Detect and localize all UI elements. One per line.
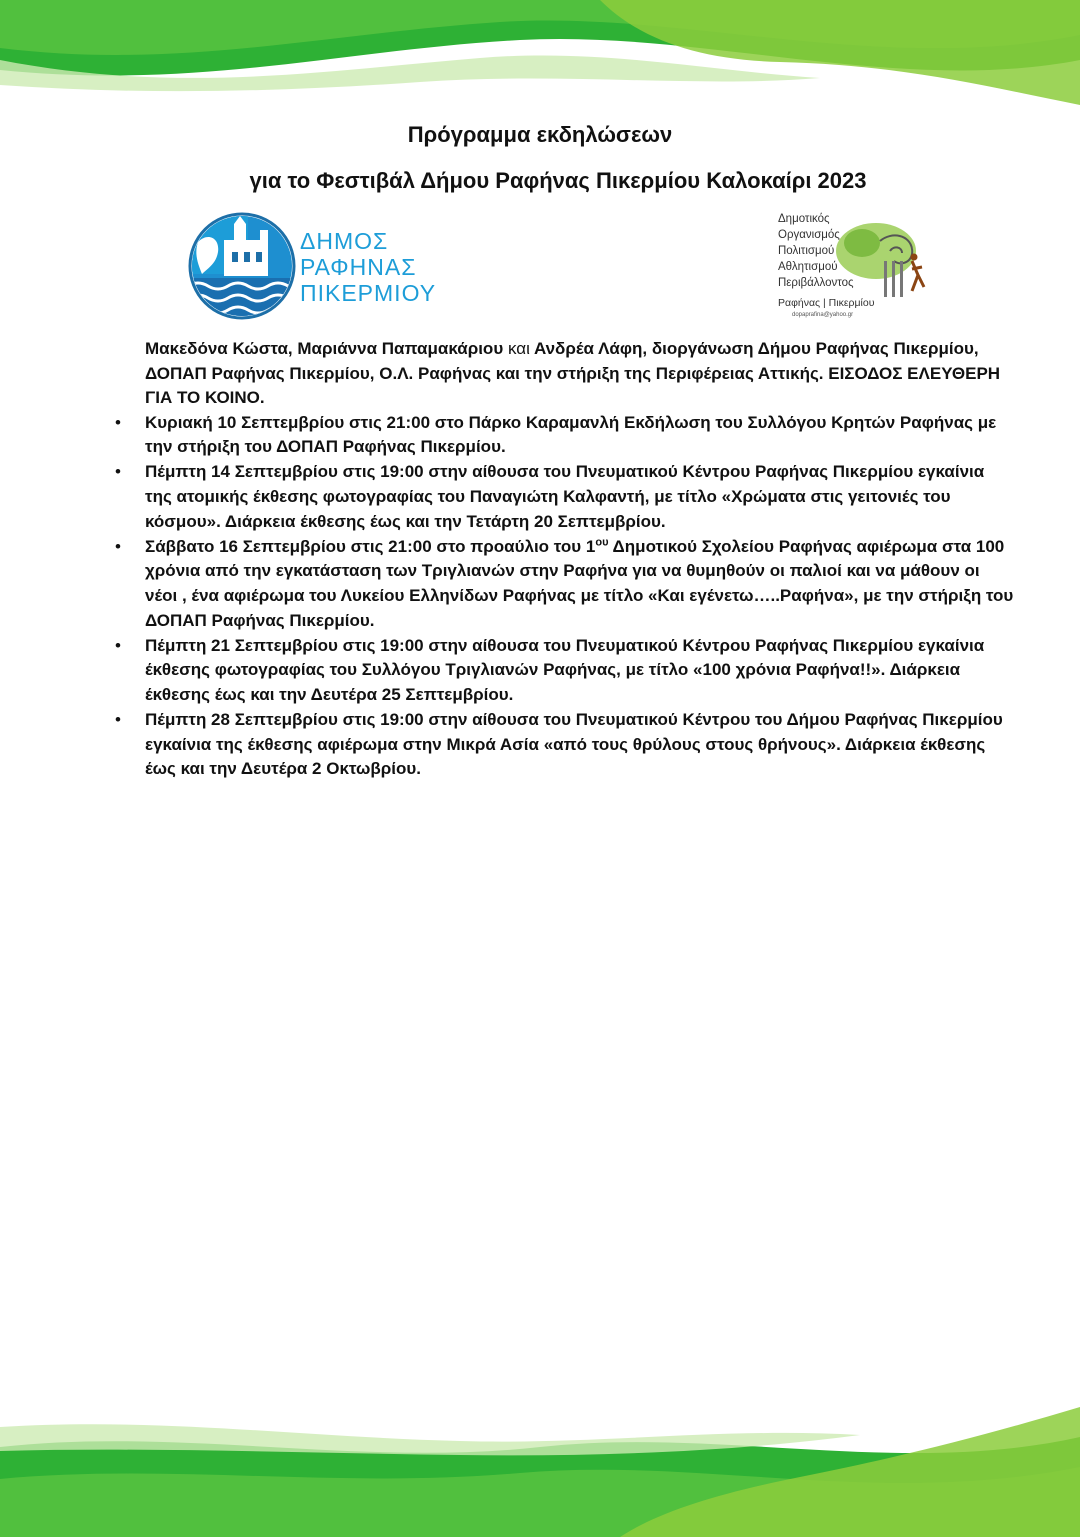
event-item: • Πέμπτη 28 Σεπτεμβρίου στις 19:00 στην αίθουσα του Πνευματικού Κέντρου του Δήμου Ραφήνας Πικερμίου εγκαίνια της έκθεσης αφιέρωμα στην Μικρά Ασία «από τους θρύλους στους θρήνους». Διάρκεια έκθεσης έως και την Δευτέρα 2 Οκτωβρίου.: [145, 708, 1015, 782]
dopap-line-3: Πολιτισμού: [778, 245, 835, 257]
dimos-rafinas-logo: [188, 212, 458, 320]
dopap-line-1: Δημοτικός: [778, 213, 830, 225]
dimos-logo-line-2: ΡΑΦΗΝΑΣ: [300, 254, 417, 280]
dopap-logo-text: [778, 211, 854, 291]
event-item-text-before: Σάββατο 16 Σεπτεμβρίου στις 21:00 στο προαύλιο του 1: [145, 536, 596, 556]
page-title-line-2: για το Φεστιβάλ Δήμου Ραφήνας Πικερμίου Καλοκαίρι 2023: [249, 168, 867, 193]
dopap-line-5: Περιβάλλοντος: [778, 277, 854, 289]
dimos-logo-line-1: ΔΗΜΟΣ: [300, 228, 389, 254]
dopap-logo-footer: Ραφήνας | Πικερμίου: [778, 297, 875, 309]
dimos-emblem-icon: [188, 212, 296, 320]
ordinal-superscript: ου: [595, 536, 609, 549]
dopap-logo: [772, 207, 932, 322]
dopap-logo-email: dopaprafina@yahoo.gr: [792, 312, 854, 318]
event-item: • Πέμπτη 14 Σεπτεμβρίου στις 19:00 στην αίθουσα του Πνευματικού Κέντρου Ραφήνας Πικερμίου εγκαίνια της ατομικής έκθεσης φωτογραφίας του Παναγιώτη Καλφαντή, με τίτλο «Χρώματα στις γειτονιές του κόσμου». Διάρκεια έκθεσης έως και την Τετάρτη 20 Σεπτεμβρίου.: [145, 460, 1015, 534]
dimos-logo-line-3: ΠΙΚΕΡΜΙΟΥ: [300, 280, 437, 306]
event-item: • Πέμπτη 21 Σεπτεμβρίου στις 19:00 στην αίθουσα του Πνευματικού Κέντρου Ραφήνας Πικερμίου εγκαίνια έκθεσης φωτογραφίας του Συλλόγου Τριγλιανών Ραφήνας, με τίτλο «100 χρόνια Ραφήνα!!». Διάρκεια έκθεσης έως και την Δευτέρα 25 Σεπτεμβρίου.: [145, 634, 1015, 708]
event-item: [145, 535, 1015, 633]
top-green-wave: [0, 0, 1080, 110]
event-item: • Κυριακή 10 Σεπτεμβρίου στις 21:00 στο Πάρκο Καραμανλή Εκδήλωση του Συλλόγου Κρητών Ραφήνας με την στήριξη του ΔΟΠΑΠ Ραφήνας Πικερμίου.: [145, 411, 1015, 460]
event-item-text-after: Δημοτικού Σχολείου Ραφήνας αφιέρωμα στα 100 χρόνια από την εγκατάσταση των Τριγλιανών στην Ραφήνα για να θυμηθούν οι παλιοί και να μάθουν οι νέοι , ένα αφιέρωμα του Λυκείου Ελληνίδων Ραφήνας με τίτλο «Και εγένετω…..Ραφήνα», με την στήριξη του ΔΟΠΑΠ Ραφήνας Πικερμίου.: [145, 536, 1014, 630]
dimos-logo-text: [300, 228, 436, 306]
intro-part-c: Ανδρέα Λάφη, διοργάνωση Δήμου Ραφήνας Πικερμίου, ΔΟΠΑΠ Ραφήνας Πικερμίου, Ο.Λ. Ραφήνας και την στήριξη της Περιφέρειας Αττικής. ΕΙΣΟΔΟΣ ΕΛΕΥΘΕΡΗ ΓΙΑ ΤΟ ΚΟΙΝΟ.: [145, 339, 1001, 408]
intro-part-a: Μακεδόνα Κώστα, Μαριάννα Παπαμακάριου: [145, 339, 504, 358]
intro-part-b: και: [507, 339, 530, 358]
events-list: [145, 411, 1015, 782]
intro-paragraph: [145, 337, 1015, 411]
dopap-line-4: Αθλητισμού: [778, 261, 838, 273]
event-program-content: [145, 337, 1015, 782]
dopap-line-2: Οργανισμός: [778, 229, 840, 241]
page-title-line-1: Πρόγραμμα εκδηλώσεων: [407, 122, 673, 147]
bottom-green-wave: [0, 1407, 1080, 1537]
